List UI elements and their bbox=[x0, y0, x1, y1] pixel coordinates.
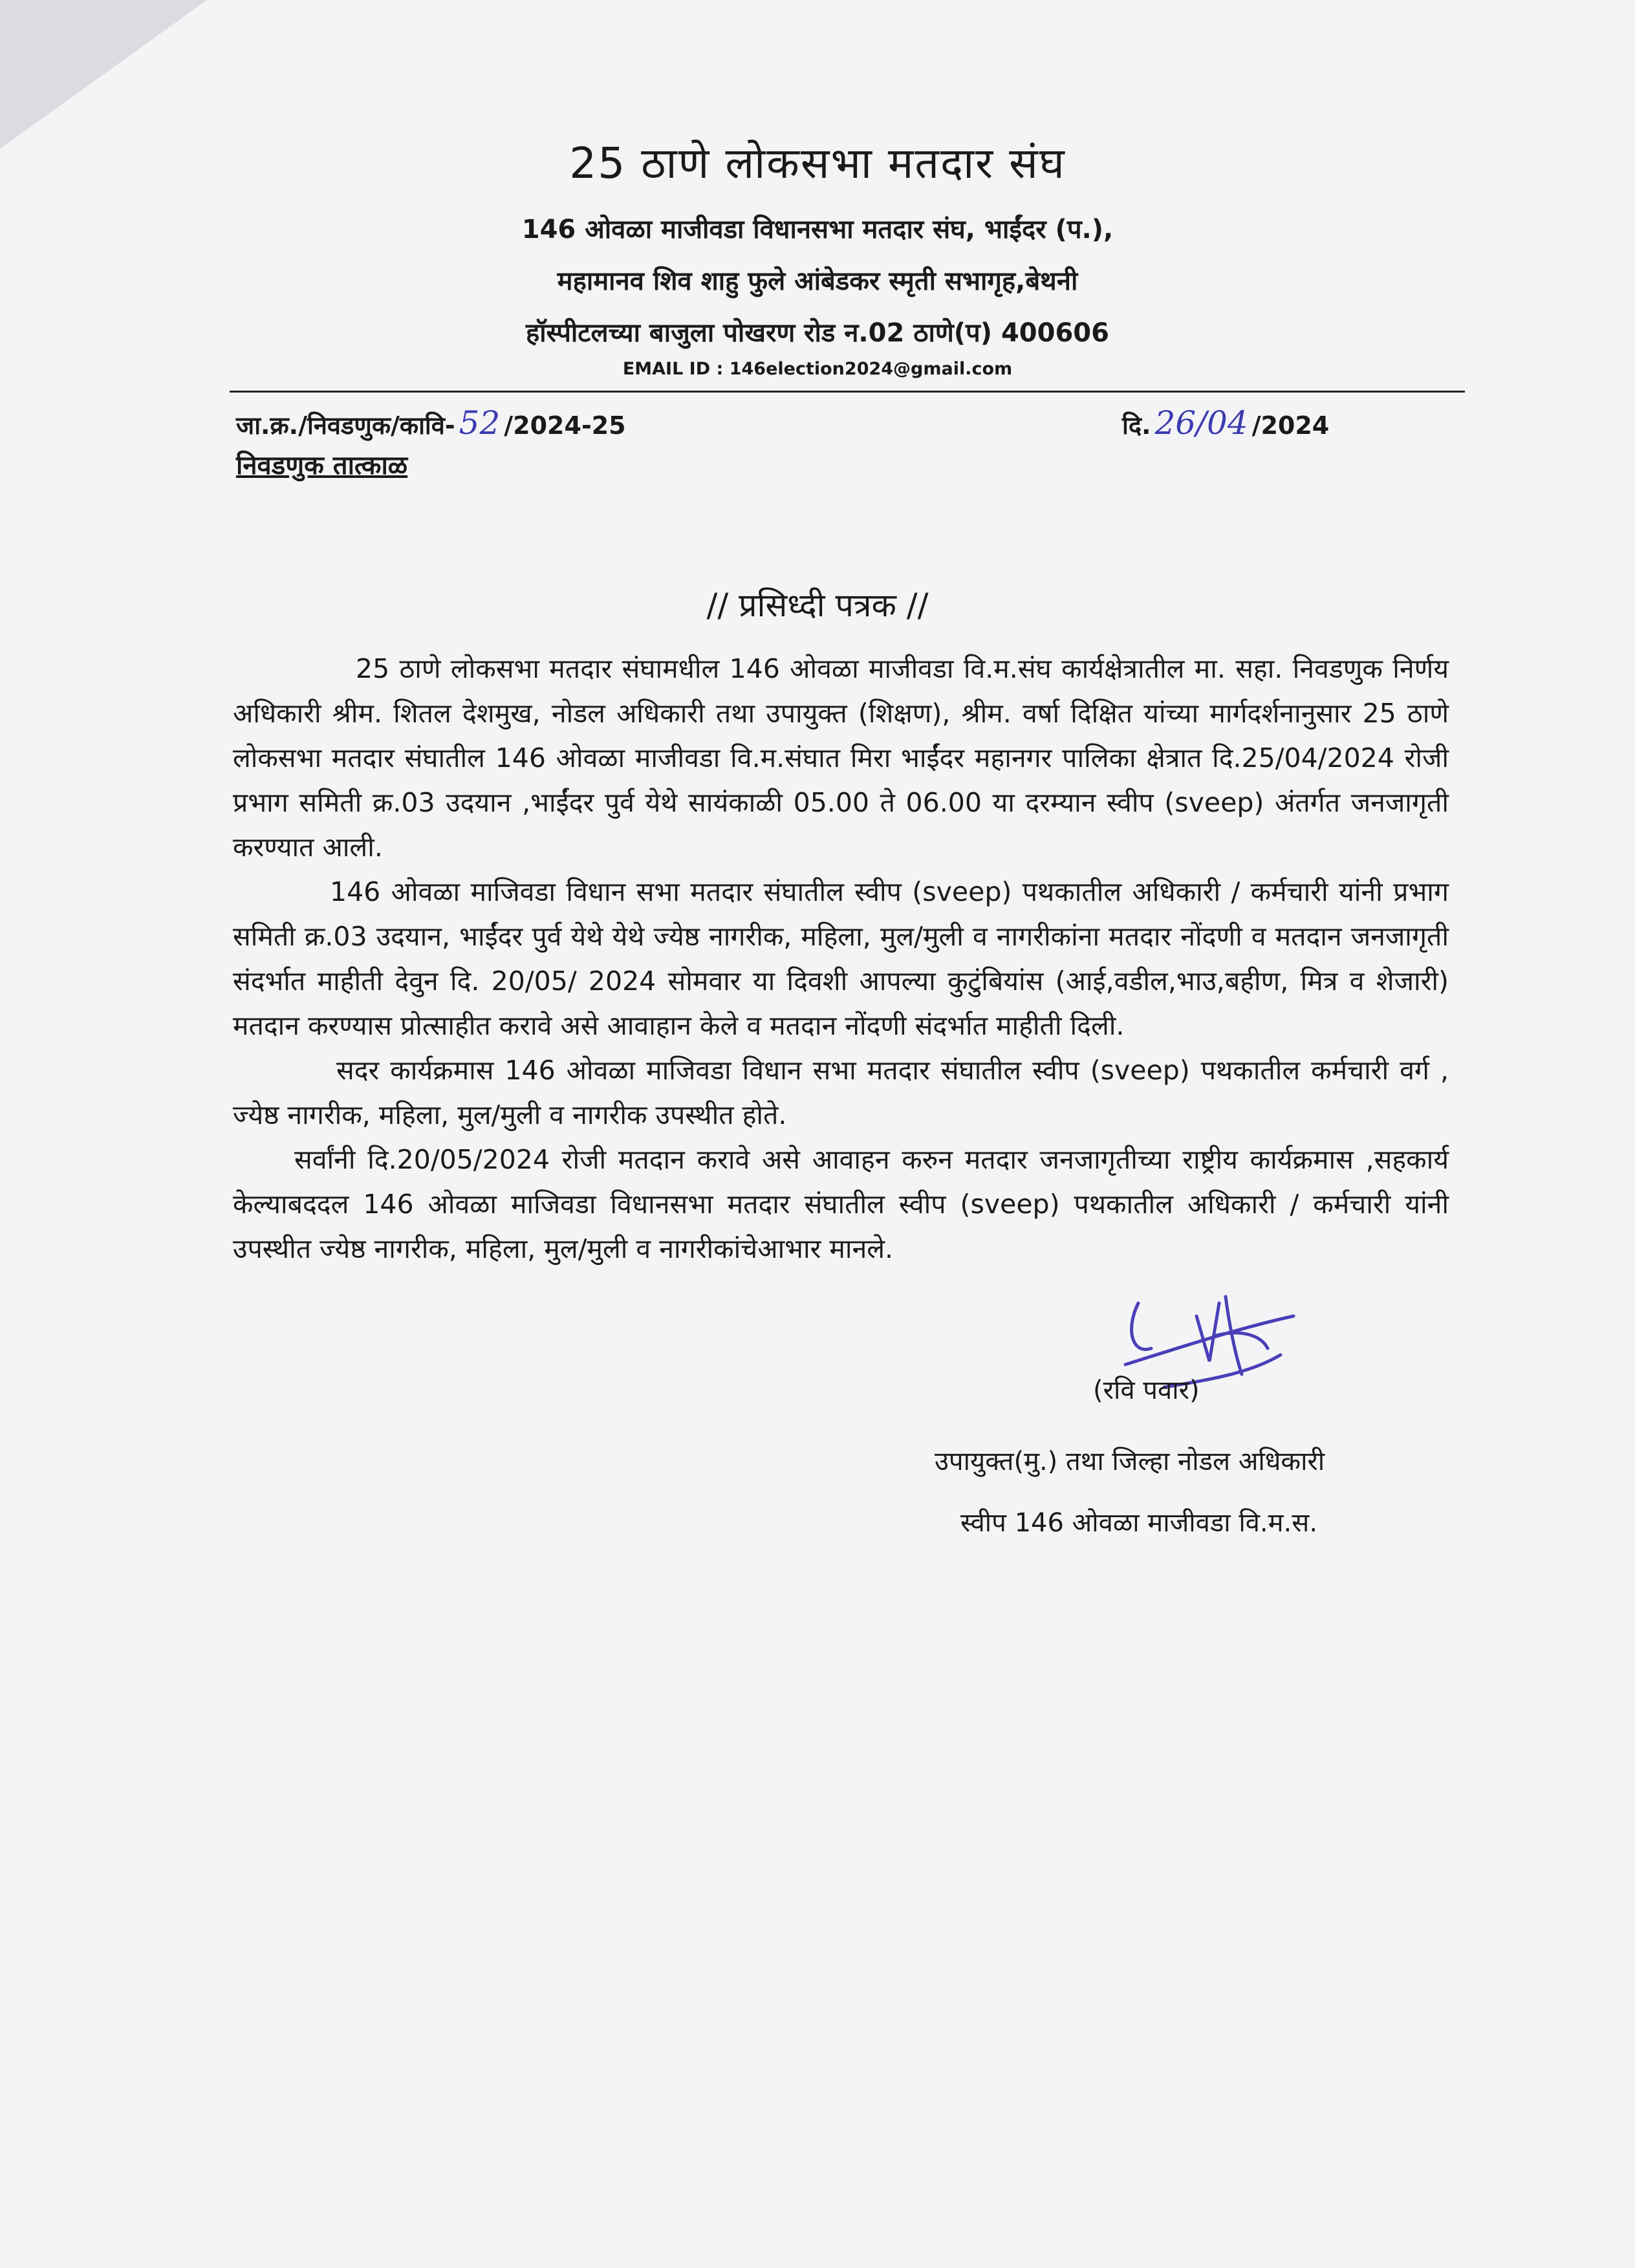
reference-number bbox=[236, 404, 626, 442]
folded-corner bbox=[0, 0, 207, 149]
header-divider bbox=[230, 391, 1465, 393]
paragraph: 146 ओवळा माजिवडा विधान सभा मतदार संघातील स्वीप (sveep) पथकातील अधिकारी / कर्मचारी यांनी प्रभाग समिती क्र.03 उदयान, भाईंदर पुर्व येथे येथे ज्येष्ठ नागरीक, महिला, मुल/मुली व नागरीकांना मतदार नोंदणी व मतदान जनजागृती संदर्भात माहीती देवुन दि. 20/05/ 2024 सोमवार या दिवशी आपल्या कुटुंबियांस (आई,वडील,भाउ,बहीण, मित्र व शेजारी) मतदान करण्यास प्रोत्साहीत करावे असे आवाहान केले व मतदान नोंदणी संदर्भात माहीती दिली. bbox=[233, 876, 1449, 1041]
date-handwritten: 26/04 bbox=[1154, 404, 1248, 442]
header-title: 25 ठाणे लोकसभा मतदार संघ bbox=[569, 138, 1066, 188]
paragraph: सर्वांनी दि.20/05/2024 रोजी मतदान करावे असे आवाहन करुन मतदार जनजागृतीच्या राष्ट्रीय कार्यक्रमास ,सहकार्य केल्याबददल 146 ओवळा माजिवडा विधानसभा मतदार संघातील स्वीप (sveep) पथकातील अधिकारी / कर्मचारी यांनी उपस्थीत ज्येष्ठ नागरीक, महिला, मुल/मुली व नागरीकांचेआभार मानले. bbox=[233, 1144, 1449, 1264]
urgent-label: निवडणुक तात्काळ bbox=[236, 451, 408, 481]
signatory-office: स्वीप 146 ओवळा माजीवडा वि.म.स. bbox=[960, 1508, 1318, 1538]
reference-suffix: /2024-25 bbox=[504, 411, 626, 440]
paragraph: सदर कार्यक्रमास 146 ओवळा माजिवडा विधान सभा मतदार संघातील स्वीप (sveep) पथकातील कर्मचारी वर्ग , ज्येष्ठ नागरीक, महिला, मुल/मुली व नागरीक उपस्थीत होते. bbox=[233, 1055, 1449, 1130]
press-release-title: // प्रसिध्दी पत्रक // bbox=[706, 587, 929, 624]
signatory-designation: उपायुक्त(मु.) तथा जिल्हा नोडल अधिकारी bbox=[935, 1447, 1325, 1476]
signatory-name: (रवि पवार) bbox=[1093, 1376, 1200, 1405]
date-prefix: दि. bbox=[1122, 411, 1151, 440]
header-email: EMAIL ID : 146election2024@gmail.com bbox=[622, 359, 1013, 379]
paragraph: 25 ठाणे लोकसभा मतदार संघामधील 146 ओवळा माजीवडा वि.म.संघ कार्यक्षेत्रातील मा. सहा. निवडणुक निर्णय अधिकारी श्रीम. शितल देशमुख, नोडल अधिकारी तथा उपायुक्त (शिक्षण), श्रीम. वर्षा दिक्षित यांच्या मार्गदर्शनानुसार 25 ठाणे लोकसभा मतदार संघातील 146 ओवळा माजीवडा वि.म.संघात मिरा भाईंदर महानगर पालिका क्षेत्रात दि.25/04/2024 रोजी प्रभाग समिती क्र.03 उदयान ,भाईंदर पुर्व येथे सायंकाळी 05.00 ते 06.00 या दरम्यान स्वीप (sveep) अंतर्गत जनजागृती करण्यात आली. bbox=[233, 653, 1449, 863]
header-constituency: 146 ओवळा माजीवडा विधानसभा मतदार संघ, भाईंदर (प.), bbox=[521, 215, 1114, 244]
date-suffix: /2024 bbox=[1251, 411, 1330, 440]
header-address-line1: महामानव शिव शाहु फुले आंबेडकर स्मृती सभागृह,बेथनी bbox=[557, 266, 1078, 296]
reference-prefix: जा.क्र./निवडणुक/कावि- bbox=[236, 411, 455, 440]
document-body bbox=[233, 647, 1449, 1271]
reference-handwritten-number: 52 bbox=[459, 404, 501, 442]
reference-date bbox=[1122, 404, 1329, 442]
header-address-line2: हॉस्पीटलच्या बाजुला पोखरण रोड न.02 ठाणे(प) 400606 bbox=[526, 318, 1109, 348]
